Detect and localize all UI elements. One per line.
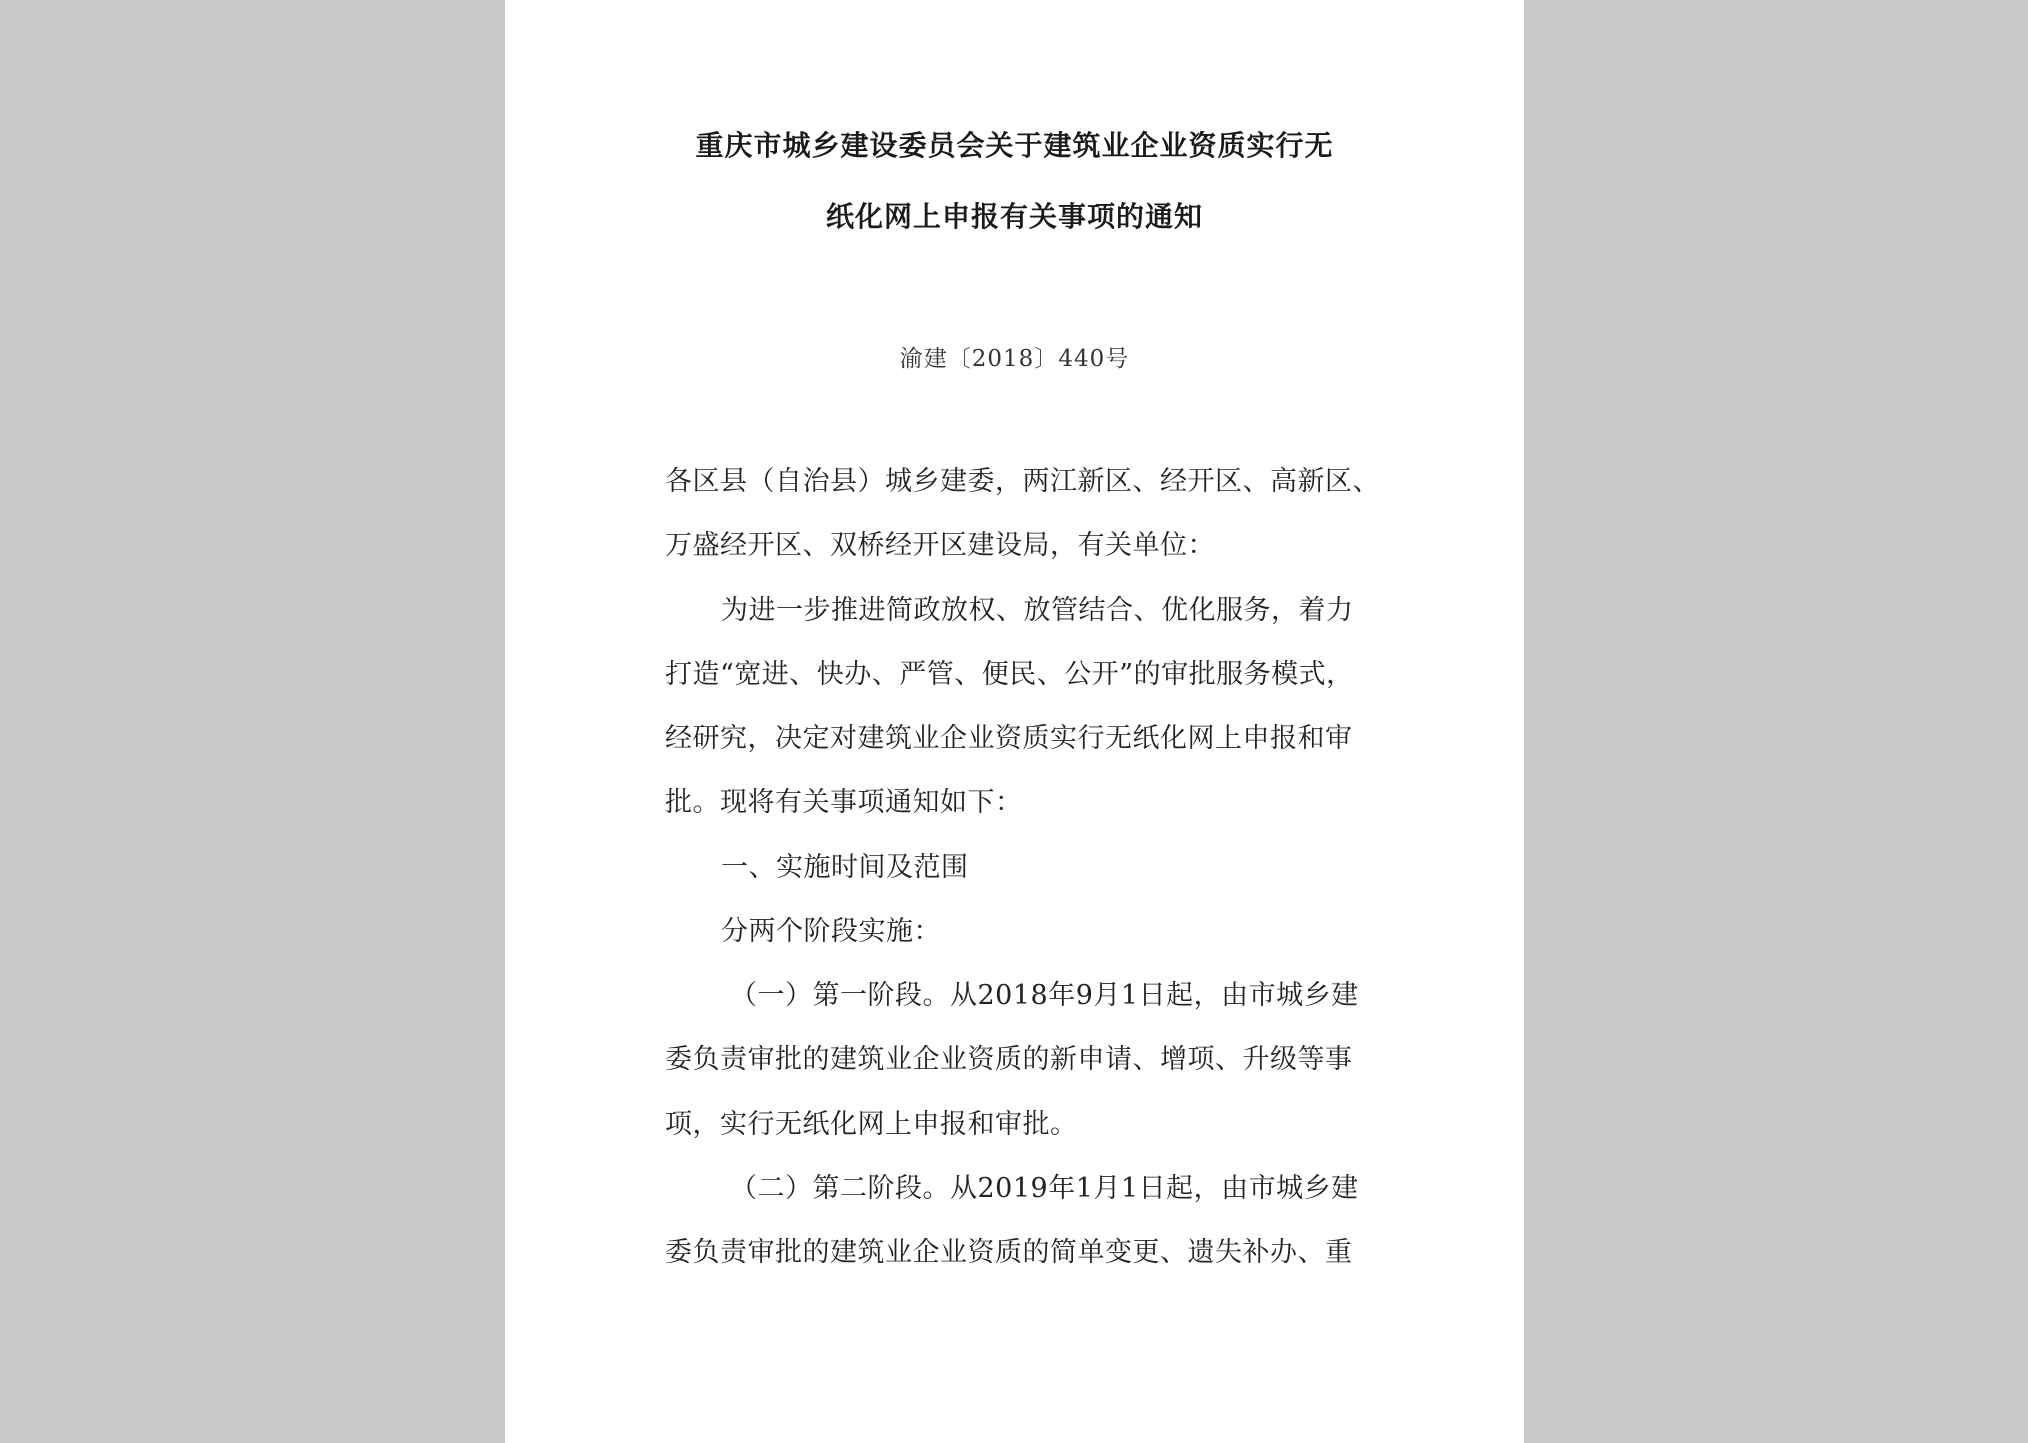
document-number: 渝建〔2018〕440号	[899, 346, 1130, 372]
addressee-line-2: 万盛经开区、双桥经开区建设局，有关单位：	[665, 530, 1215, 561]
body-paragraph-line: 分两个阶段实施：	[721, 916, 941, 947]
body-paragraph-line: 打造“宽进、快办、严管、便民、公开”的审批服务模式，	[665, 659, 1354, 690]
document-page	[505, 0, 1524, 1443]
body-paragraph-line: 委负责审批的建筑业企业资质的新申请、增项、升级等事	[665, 1044, 1353, 1075]
section-heading: 一、实施时间及范围	[721, 852, 969, 883]
addressee-line-1: 各区县（自治县）城乡建委，两江新区、经开区、高新区、	[665, 466, 1380, 497]
document-title-line-2: 纸化网上申报有关事项的通知	[825, 200, 1203, 233]
body-paragraph-line: 为进一步推进简政放权、放管结合、优化服务，着力	[721, 595, 1354, 626]
body-paragraph-line: （一）第一阶段。从2018年9月1日起，由市城乡建	[730, 980, 1359, 1011]
body-paragraph-line: 项，实行无纸化网上申报和审批。	[665, 1109, 1078, 1140]
body-paragraph-line: 经研究，决定对建筑业企业资质实行无纸化网上申报和审	[665, 723, 1353, 754]
body-paragraph-line: （二）第二阶段。从2019年1月1日起，由市城乡建	[730, 1173, 1359, 1204]
document-title-line-1: 重庆市城乡建设委员会关于建筑业企业资质实行无	[695, 129, 1334, 162]
body-paragraph-line: 批。现将有关事项通知如下：	[665, 787, 1023, 818]
body-paragraph-line: 委负责审批的建筑业企业资质的简单变更、遗失补办、重	[665, 1237, 1353, 1268]
